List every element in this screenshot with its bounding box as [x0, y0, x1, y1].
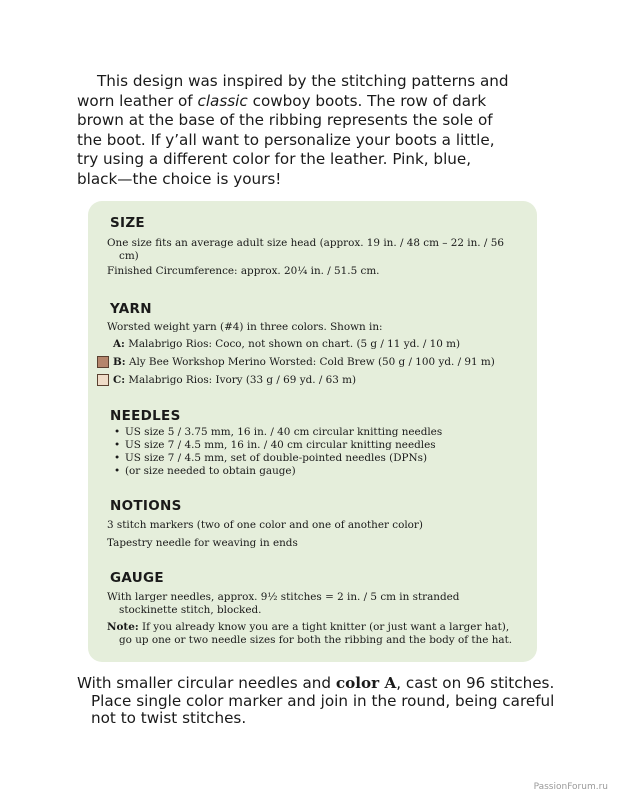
- gauge-note-text-a: If you already know you are a tight knitter (or just want a larger hat),: [138, 621, 510, 633]
- watermark: PassionForum.ru: [533, 782, 608, 792]
- gauge-heading: GAUGE: [110, 570, 164, 586]
- intro-line-4: the boot. If y’all want to personalize your boots a little,: [77, 130, 495, 149]
- yarn-color-b: [113, 356, 495, 369]
- yarn-color-b-key: B:: [113, 356, 126, 368]
- intro-paragraph: [77, 72, 547, 190]
- intro-line-1: This design was inspired by the stitching patterns and: [97, 72, 509, 90]
- gauge-note-line-1: [107, 621, 509, 634]
- intro-line-2-emphasis: classic: [197, 91, 248, 110]
- outro-line-2: Place single color marker and join in the round, being careful: [91, 691, 555, 710]
- notions-line-1: 3 stitch markers (two of one color and one of another color): [107, 519, 423, 531]
- color-c-swatch: [97, 374, 109, 386]
- yarn-color-c-key: C:: [113, 374, 126, 386]
- yarn-color-c: [113, 374, 356, 387]
- gauge-note-line-2: go up one or two needle sizes for both the ribbing and the body of the hat.: [119, 634, 513, 646]
- size-line-1b: cm): [119, 250, 139, 262]
- intro-line-2-post: cowboy boots. The row of dark: [247, 91, 487, 110]
- intro-line-3: brown at the base of the ribbing represents the sole of: [77, 111, 493, 130]
- yarn-intro: Worsted weight yarn (#4) in three colors. Shown in:: [107, 321, 383, 333]
- needles-item: • US size 7 / 4.5 mm, set of double-pointed needles (DPNs): [112, 452, 442, 465]
- intro-line-5: try using a different color for the leather. Pink, blue,: [77, 150, 472, 169]
- intro-line-6: black—the choice is yours!: [77, 169, 282, 188]
- needles-list: [112, 426, 442, 478]
- notions-heading: NOTIONS: [110, 498, 182, 514]
- outro-line-3: not to twist stitches.: [91, 709, 247, 727]
- yarn-color-a-text: Malabrigo Rios: Coco, not shown on chart. (5 g / 11 yd. / 10 m): [128, 338, 461, 350]
- needles-item: • US size 5 / 3.75 mm, 16 in. / 40 cm circular knitting needles: [112, 426, 442, 439]
- needles-item: • US size 7 / 4.5 mm, 16 in. / 40 cm circular knitting needles: [112, 439, 442, 452]
- needles-heading: NEEDLES: [110, 408, 181, 424]
- notions-line-2: Tapestry needle for weaving in ends: [107, 537, 298, 549]
- yarn-heading: YARN: [110, 301, 152, 317]
- color-b-swatch: [97, 356, 109, 368]
- yarn-color-c-text: Malabrigo Rios: Ivory (33 g / 69 yd. / 63 m): [128, 374, 357, 386]
- size-heading: SIZE: [110, 215, 145, 231]
- size-line-2: Finished Circumference: approx. 20¼ in. / 51.5 cm.: [107, 265, 380, 277]
- yarn-color-b-text: Aly Bee Workshop Merino Worsted: Cold Brew (50 g / 100 yd. / 91 m): [128, 356, 495, 368]
- outro-line-1: [77, 675, 557, 693]
- outro-line-1-bold: color A: [335, 674, 397, 692]
- size-line-1a: One size fits an average adult size head (approx. 19 in. / 48 cm – 22 in. / 56: [107, 237, 504, 249]
- gauge-note-label: Note:: [107, 621, 139, 633]
- outro-line-1-post: , cast on 96 stitches.: [396, 674, 555, 692]
- intro-line-2-pre: worn leather of: [77, 91, 198, 110]
- needles-item: • (or size needed to obtain gauge): [112, 465, 442, 478]
- cast-on-paragraph: [77, 675, 557, 728]
- yarn-color-a: [113, 338, 460, 351]
- yarn-color-a-key: A:: [113, 338, 125, 350]
- gauge-line-1b: stockinette stitch, blocked.: [119, 604, 262, 616]
- outro-line-1-pre: With smaller circular needles and: [77, 674, 336, 692]
- gauge-line-1a: With larger needles, approx. 9½ stitches = 2 in. / 5 cm in stranded: [107, 591, 460, 603]
